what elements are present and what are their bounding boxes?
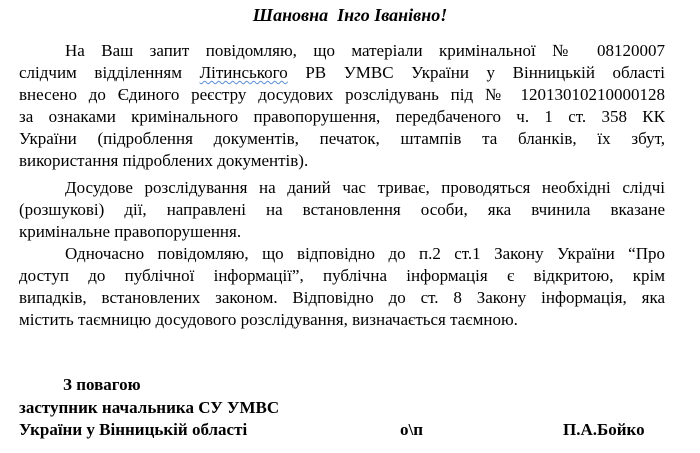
district-name: Літинського (199, 63, 288, 82)
signature-position-line-1: заступник начальника СУ УМВС (19, 398, 280, 417)
paragraph-line: (розшукові) дії, направлені на встановлення особи, яка вчинила вказане (19, 200, 665, 219)
paragraph-line: України (підроблення документів, печаток, штампів та бланків, їх збут, (19, 129, 665, 148)
paragraph-line-segment: слідчим відділенням (19, 63, 182, 82)
paragraph-line: кримінальне правопорушення. (19, 222, 242, 241)
signature-position-line-2: України у Вінницькій області (19, 420, 248, 439)
paragraph-line (19, 62, 665, 84)
paragraph-line: Одночасно повідомляю, що відповідно до п.2 ст.1 Закону України “Про (65, 244, 665, 263)
paragraph-line-segment: РВ УМВС України у Вінницькій області (305, 63, 665, 82)
signature-mark: о\п (400, 420, 424, 439)
paragraph-line: доступ до публічної інформації”, публічна інформація є відкритою, крім (19, 266, 665, 285)
paragraph-public-info-law (19, 243, 665, 331)
paragraph-investigation-status (19, 177, 665, 243)
paragraph-line: використання підроблених документів). (19, 151, 309, 170)
paragraph-request-info (19, 40, 665, 172)
paragraph-line: містить таємницю досудового розслідування, визначається таємною. (19, 310, 518, 329)
signatory-name: П.А.Бойко (563, 420, 645, 439)
paragraph-line: Досудове розслідування на даний час триває, проводяться необхідні слідчі (65, 178, 665, 197)
signature-closing: З повагою (63, 375, 141, 394)
paragraph-line: внесено до Єдиного реєстру досудових розслідувань під № 12013010210000128 (19, 85, 665, 104)
paragraph-line: На Ваш запит повідомляю, що матеріали кримінальної № 08120007 (65, 41, 665, 60)
paragraph-line: випадків, встановлених законом. Відповідно до ст. 8 Закону інформація, яка (19, 288, 665, 307)
paragraph-line: за ознаками кримінального правопорушення, передбаченого ч. 1 ст. 358 КК (19, 107, 665, 126)
greeting: Шановна Інго Іванівно! (252, 5, 448, 25)
